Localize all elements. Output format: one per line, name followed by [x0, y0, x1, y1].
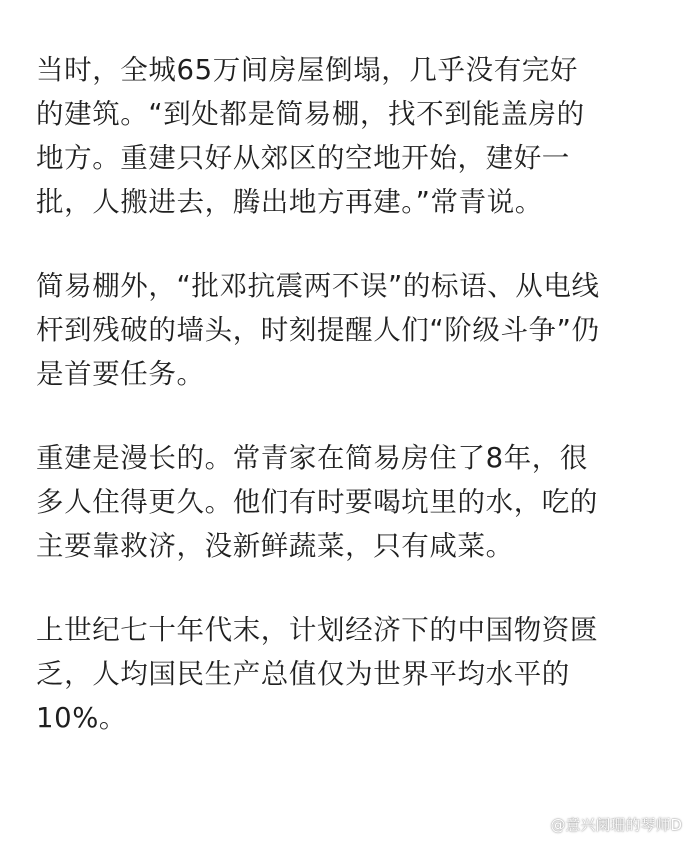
weibo-icon — [524, 816, 544, 834]
text-line: 批，人搬进去，腾出地方再建。”常青说。 — [36, 186, 543, 218]
text-line: 简易棚外，“批邓抗震两不误”的标语、从电线 — [36, 270, 600, 302]
watermark-text: @意兴阑珊的琴师D — [550, 816, 682, 834]
text-line: 是首要任务。 — [36, 358, 205, 390]
watermark — [524, 814, 682, 835]
text-line: 10%。 — [36, 702, 128, 734]
paragraph-4 — [36, 608, 660, 740]
text-line: 主要靠救济，没新鲜蔬菜，只有咸菜。 — [36, 530, 514, 562]
paragraph-1 — [36, 48, 660, 224]
text-line: 当时，全城65万间房屋倒塌，几乎没有完好 — [36, 54, 578, 86]
text-line: 的建筑。“到处都是简易棚，找不到能盖房的 — [36, 98, 585, 130]
article-body — [36, 48, 660, 780]
text-line: 乏，人均国民生产总值仅为世界平均水平的 — [36, 658, 570, 690]
text-line: 杆到残破的墙头，时刻提醒人们“阶级斗争”仍 — [36, 314, 600, 346]
paragraph-2 — [36, 264, 660, 396]
text-line: 重建是漫长的。常青家在简易房住了8年，很 — [36, 442, 588, 474]
text-line: 上世纪七十年代末，计划经济下的中国物资匮 — [36, 614, 598, 646]
text-line: 地方。重建只好从郊区的空地开始，建好一 — [36, 142, 570, 174]
paragraph-3 — [36, 436, 660, 568]
text-line: 多人住得更久。他们有时要喝坑里的水，吃的 — [36, 486, 598, 518]
